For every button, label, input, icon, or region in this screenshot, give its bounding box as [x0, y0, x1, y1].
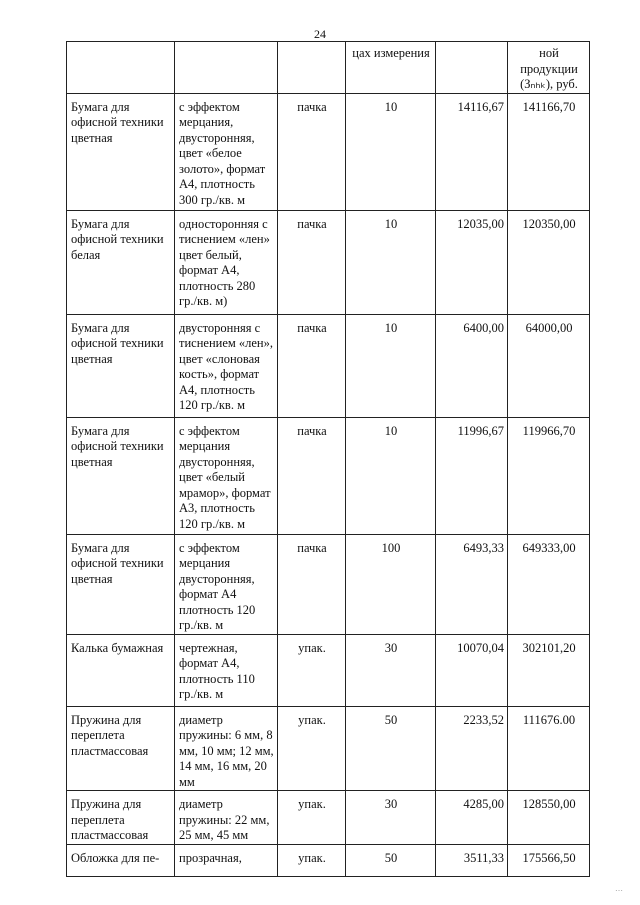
- cell-unit: упак.: [278, 634, 346, 706]
- cell-price: 6400,00: [436, 314, 508, 417]
- cell-name: Пружина для переплета пластмассовая: [67, 791, 175, 845]
- cell-quantity: 10: [346, 417, 436, 534]
- cell-description: диаметр пружины: 22 мм, 25 мм, 45 мм: [175, 791, 278, 845]
- cell-name: Бумага для офисной техники белая: [67, 210, 175, 314]
- cell-quantity: 30: [346, 634, 436, 706]
- cell-total: 111676.00: [508, 706, 590, 791]
- table-header-row: [67, 42, 590, 94]
- cell-unit: пачка: [278, 417, 346, 534]
- cell-name: Обложка для пе-: [67, 844, 175, 876]
- cell-quantity: 30: [346, 791, 436, 845]
- cell-price: 4285,00: [436, 791, 508, 845]
- header-cell-name: [67, 42, 175, 94]
- cell-quantity: 10: [346, 210, 436, 314]
- cell-price: 3511,33: [436, 844, 508, 876]
- cell-price: 14116,67: [436, 93, 508, 210]
- header-cell-blank: [278, 42, 346, 94]
- cell-unit: пачка: [278, 93, 346, 210]
- table-row: [67, 534, 590, 634]
- table-row: [67, 634, 590, 706]
- table-row: [67, 706, 590, 791]
- cell-price: 11996,67: [436, 417, 508, 534]
- table-row: [67, 417, 590, 534]
- items-table: [66, 41, 590, 877]
- table-row: [67, 210, 590, 314]
- cell-name: Бумага для офисной техники цветная: [67, 93, 175, 210]
- header-cell-price: [436, 42, 508, 94]
- cell-description: с эффектом мерцания двусторонняя, формат А4 плотность 120 гр./кв. м: [175, 534, 278, 634]
- cell-total: 119966,70: [508, 417, 590, 534]
- cell-unit: пачка: [278, 314, 346, 417]
- corner-mark: …: [615, 884, 624, 893]
- cell-price: 12035,00: [436, 210, 508, 314]
- cell-total: 141166,70: [508, 93, 590, 210]
- table-row: [67, 314, 590, 417]
- cell-description: прозрачная,: [175, 844, 278, 876]
- cell-total: 175566,50: [508, 844, 590, 876]
- cell-description: диаметр пружины: 6 мм, 8 мм, 10 мм; 12 мм, 14 мм, 16 мм, 20 мм: [175, 706, 278, 791]
- page-number: 24: [314, 27, 326, 41]
- cell-unit: упак.: [278, 706, 346, 791]
- table-row: [67, 844, 590, 876]
- cell-price: 6493,33: [436, 534, 508, 634]
- cell-unit: пачка: [278, 210, 346, 314]
- cell-unit: упак.: [278, 791, 346, 845]
- cell-description: с эффектом мерцания, двусторонняя, цвет «белое золото», формат А4, плотность 300 гр./кв. м: [175, 93, 278, 210]
- cell-price: 10070,04: [436, 634, 508, 706]
- cell-unit: пачка: [278, 534, 346, 634]
- cell-total: 128550,00: [508, 791, 590, 845]
- cell-description: с эффектом мерцания двусторонняя, цвет «белый мрамор», формат А3, плотность 120 гр./кв. м: [175, 417, 278, 534]
- cell-name: Бумага для офисной техники цветная: [67, 314, 175, 417]
- cell-quantity: 50: [346, 844, 436, 876]
- table-row: [67, 791, 590, 845]
- cell-quantity: 10: [346, 93, 436, 210]
- cell-price: 2233,52: [436, 706, 508, 791]
- cell-description: односторонняя с тиснением «лен» цвет белый, формат А4, плотность 280 гр./кв. м): [175, 210, 278, 314]
- header-cell-unit: цах измерения: [346, 42, 436, 94]
- cell-quantity: 10: [346, 314, 436, 417]
- cell-total: 649333,00: [508, 534, 590, 634]
- cell-unit: упак.: [278, 844, 346, 876]
- cell-description: чертежная, формат А4, плотность 110 гр./кв. м: [175, 634, 278, 706]
- cell-name: Пружина для переплета пластмассовая: [67, 706, 175, 791]
- header-cell-desc: [175, 42, 278, 94]
- cell-name: Калька бумажная: [67, 634, 175, 706]
- cell-name: Бумага для офисной техники цветная: [67, 417, 175, 534]
- cell-total: 302101,20: [508, 634, 590, 706]
- cell-total: 120350,00: [508, 210, 590, 314]
- cell-description: двусторонняя с тиснением «лен», цвет «слоновая кость», формат А4, плотность 120 гр./кв. м: [175, 314, 278, 417]
- cell-quantity: 100: [346, 534, 436, 634]
- table-row: [67, 93, 590, 210]
- header-cell-total: ной продукции (Зₙₕₖ), руб.: [508, 42, 590, 94]
- cell-name: Бумага для офисной техники цветная: [67, 534, 175, 634]
- cell-quantity: 50: [346, 706, 436, 791]
- cell-total: 64000,00: [508, 314, 590, 417]
